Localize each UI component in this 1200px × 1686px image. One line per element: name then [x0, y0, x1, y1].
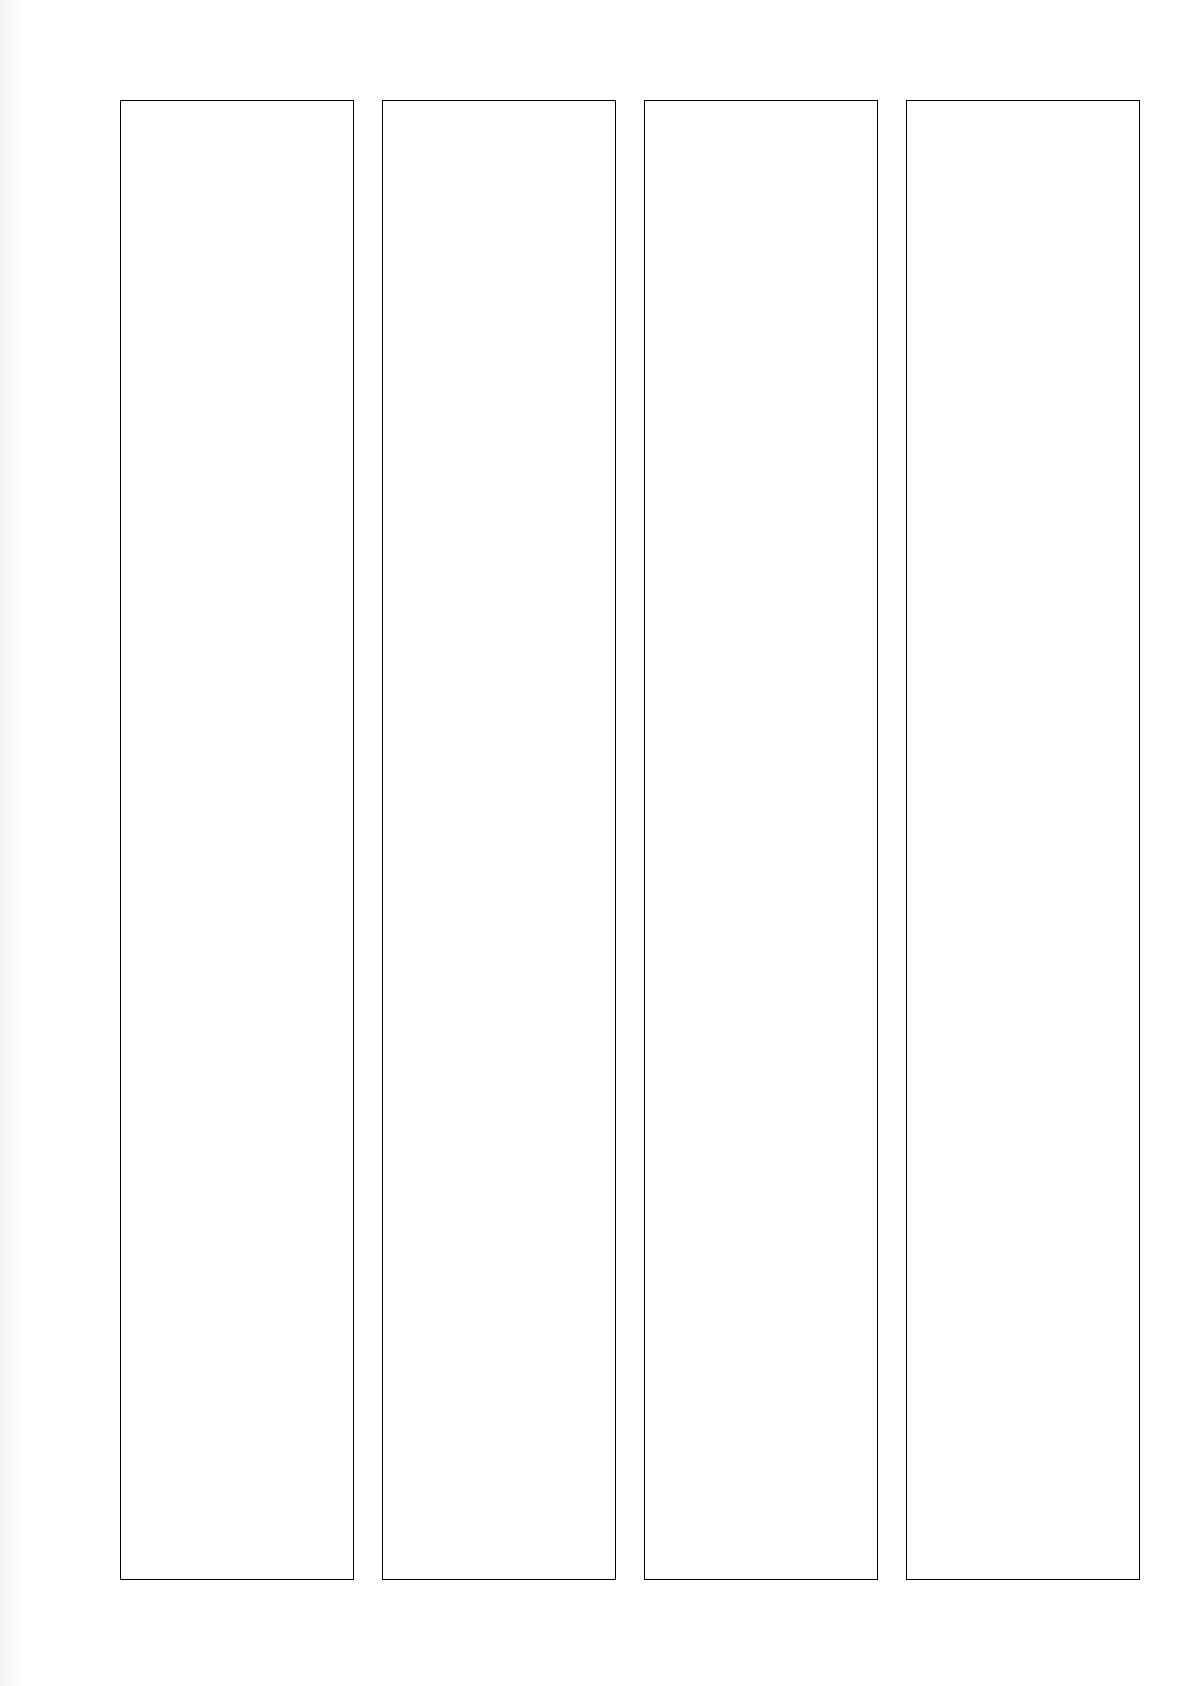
table-column-2	[382, 100, 616, 1580]
table-column-4	[906, 100, 1140, 1580]
table-column-3	[644, 100, 878, 1580]
table-column-1	[120, 100, 354, 1580]
scan-edge	[0, 0, 22, 1686]
document-page	[120, 100, 1140, 1580]
